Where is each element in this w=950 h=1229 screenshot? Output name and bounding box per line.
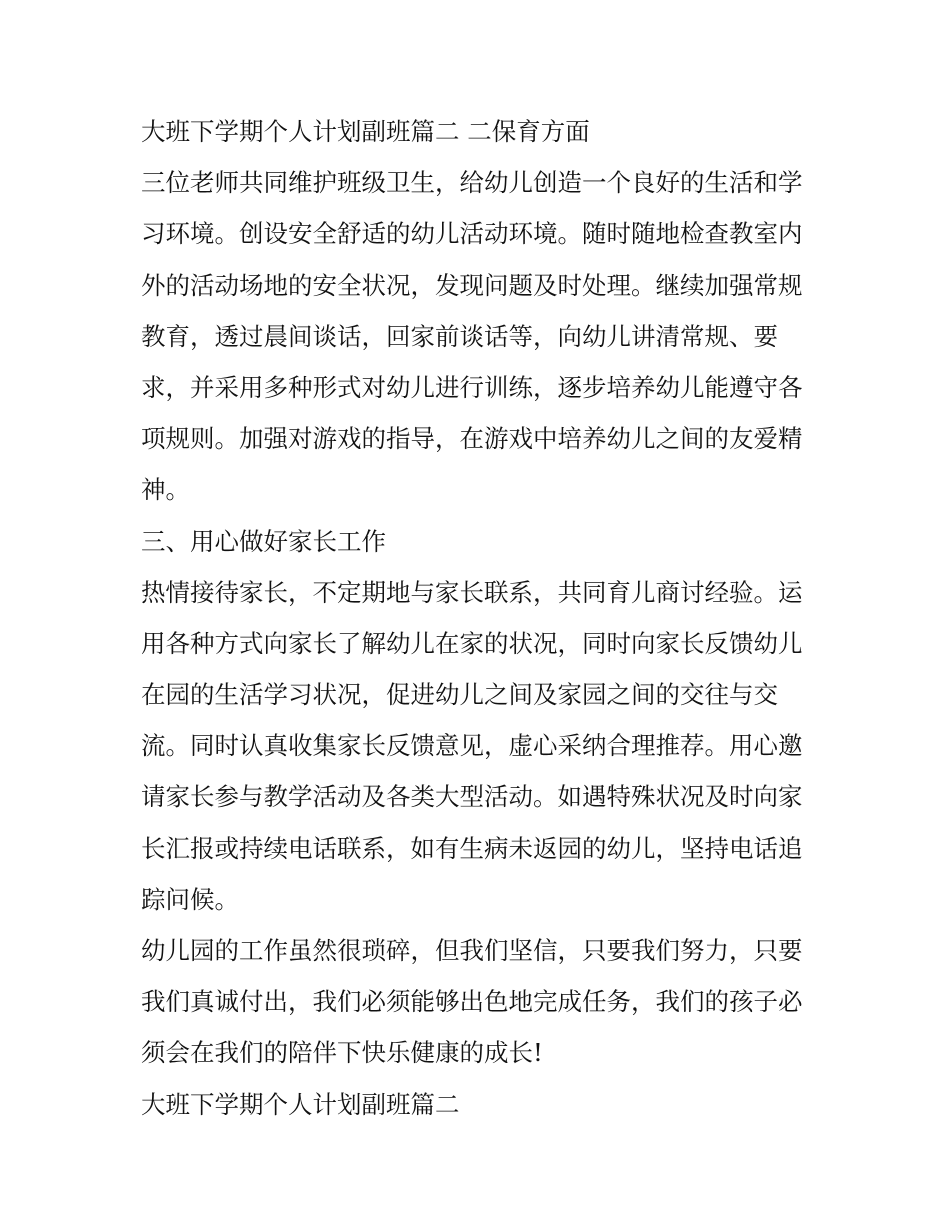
paragraph-line: 在园的生活学习状况，促进幼儿之间及家园之间的交往与交 (141, 680, 778, 710)
paragraph-line: 习环境。创设安全舒适的幼儿活动环境。随时随地检查教室内 (141, 219, 803, 249)
paragraph-line: 热情接待家长，不定期地与家长联系，共同育儿商讨经验。运 (141, 577, 803, 607)
paragraph-line: 流。同时认真收集家长反馈意见，虚心采纳合理推荐。用心邀 (141, 731, 803, 761)
section-heading: 三、用心做好家长工作 (141, 526, 386, 556)
paragraph-line: 踪问候。 (141, 884, 239, 914)
paragraph-line: 须会在我们的陪伴下快乐健康的成长! (141, 1038, 543, 1068)
section-heading: 大班下学期个人计划副班篇二 二保育方面 (141, 117, 590, 146)
paragraph-line: 用各种方式向家长了解幼儿在家的状况，同时向家长反馈幼儿 (141, 628, 803, 658)
document-body (141, 106, 821, 1130)
paragraph-line: 幼儿园的工作虽然很琐碎，但我们坚信，只要我们努力，只要 (141, 936, 803, 965)
paragraph-line: 长汇报或持续电话联系，如有生病未返园的幼儿，坚持电话追 (141, 833, 803, 863)
section-heading: 大班下学期个人计划副班篇二 (141, 1089, 460, 1119)
paragraph-line: 请家长参与教学活动及各类大型活动。如遇特殊状况及时向家 (141, 782, 803, 812)
paragraph-line: 神。 (141, 475, 190, 505)
paragraph-line: 项规则。加强对游戏的指导，在游戏中培养幼儿之间的友爱精 (141, 424, 803, 454)
paragraph-line: 求，并采用多种形式对幼儿进行训练，逐步培养幼儿能遵守各 (141, 372, 803, 402)
paragraph-line: 三位老师共同维护班级卫生，给幼儿创造一个良好的生活和学 (141, 168, 803, 198)
paragraph-line: 教育，透过晨间谈话，回家前谈话等，向幼儿讲清常规、要 (141, 321, 778, 351)
paragraph-line: 外的活动场地的安全状况，发现问题及时处理。继续加强常规 (141, 270, 803, 300)
paragraph-line: 我们真诚付出，我们必须能够出色地完成任务，我们的孩子必 (141, 987, 803, 1017)
